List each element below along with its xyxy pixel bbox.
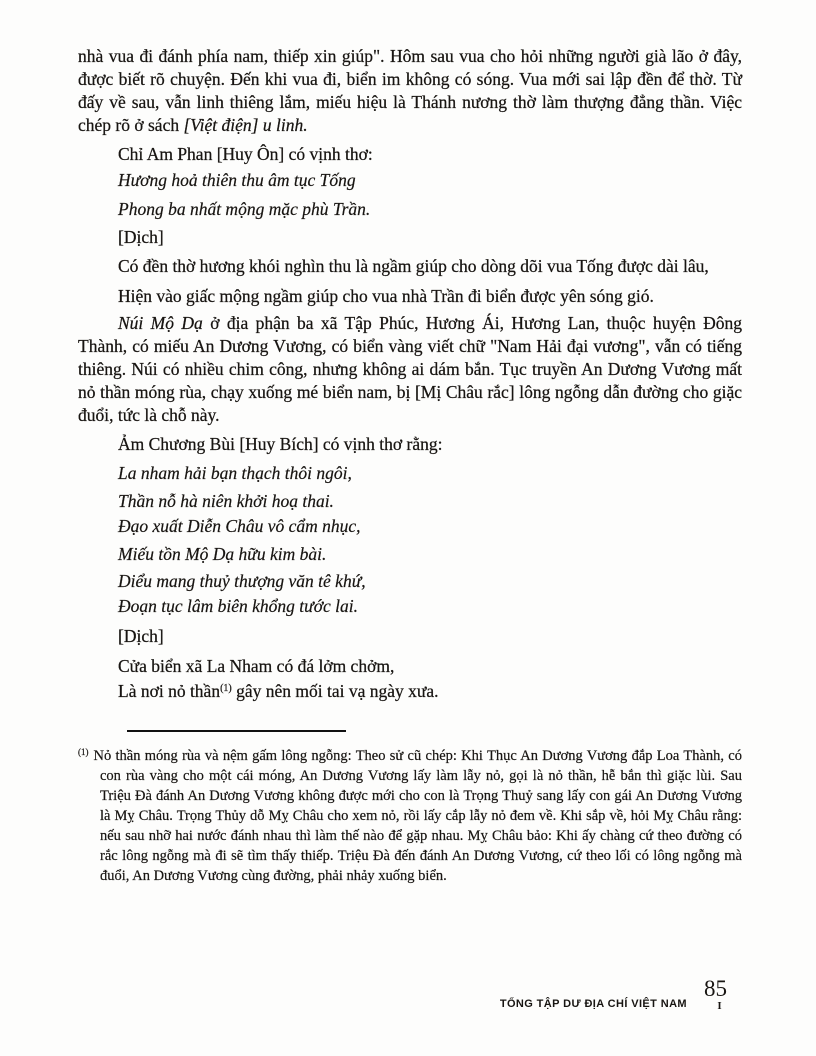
translation2-line1: Cửa biển xã La Nham có đá lởm chởm, <box>118 656 395 676</box>
place-name-italic: Núi Mộ Dạ <box>118 313 203 333</box>
footnote-marker: (1) <box>78 747 89 757</box>
page-tick-mark: I <box>717 1000 722 1012</box>
page-number-block <box>704 977 727 1011</box>
book-title-reference: [Việt điện] u linh. <box>183 115 308 135</box>
footnote-reference: (1) <box>220 683 232 694</box>
poem2-line3: Đạo xuất Diễn Châu vô cẩm nhục, <box>118 516 361 536</box>
translation2-line2-post: gây nên mối tai vạ ngày xưa. <box>231 681 439 701</box>
poem2-line4: Miếu tồn Mộ Dạ hữu kim bài. <box>118 544 327 564</box>
translation2-line2-pre: Là nơi nỏ thần <box>118 681 221 701</box>
dich-label-2: [Dịch] <box>118 626 164 646</box>
translation1-part2: Hiện vào giấc mộng ngầm giúp cho vua nhà Trần đi biển được yên sóng gió. <box>118 286 654 306</box>
footnote-divider <box>127 730 346 732</box>
running-title: TỔNG TẬP DƯ ĐỊA CHÍ VIỆT NAM <box>499 998 687 1010</box>
paragraph-intro-text: nhà vua đi đánh phía nam, thiếp xin giúp". Hôm sau vua cho hỏi những người già lão ở đây, được biết rõ chuyện. Đến khi vua đi, biển im không có sóng. Vua mới sai lập đền để thờ. Từ đấy về sau, vẫn linh thiêng lắm, miếu hiệu là Thánh nương thờ làm thượng đẳng thần. Việc chép rõ ở sách <box>78 46 742 135</box>
poem2-line6: Đoạn tục lâm biên khổng tước lai. <box>118 596 359 616</box>
paragraph-nui-mo-da-text: ở địa phận ba xã Tập Phúc, Hương Ái, Hương Lan, thuộc huyện Đông Thành, có miếu An Dương Vương, có biển vàng viết chữ "Nam Hải đại vương", vẫn có tiếng thiêng. Núi có nhiều chim công, nhưng không ai dám bắn. Tục truyền An Dương Vương mất nỏ thần móng rùa, chạy xuống mé biển nam, bị [Mị Châu rắc] lông ngỗng dẫn đường cho giặc đuổi, tức là chỗ này. <box>78 313 743 425</box>
page-number: 85 <box>704 976 727 1001</box>
poem1-line1: Hương hoả thiên thu âm tục Tống <box>118 170 356 190</box>
poem2-line5: Diểu mang thuỷ thượng văn tê khứ, <box>118 571 366 591</box>
translation1-part1: Có đền thờ hương khói nghìn thu là ngầm giúp cho dòng dõi vua Tống được dài lâu, <box>118 256 709 276</box>
page-footer <box>500 977 727 1011</box>
paragraph-nui-mo-da <box>78 312 742 427</box>
footnote-text: Nỏ thần móng rùa và nệm gấm lông ngỗng: Theo sử cũ chép: Khi Thục An Dương Vương đắp Loa Thành, có con rùa vàng cho một cái móng, An Dương Vương lấy làm lẫy nỏ, gọi là nỏ thần, hễ bắn thì giặc lùi. Sau Triệu Đà đánh An Dương Vương không được mới cho con là Trọng Thuỷ sang lấy con gái An Dương Vương là Mỵ Châu. Trọng Thủy dỗ Mỵ Châu cho xem nỏ, rồi lấy cắp lẫy nỏ đem về. Khi sắp về, hỏi Mỵ Châu rằng: nếu sau nhỡ hai nước đánh nhau thì làm thế nào để gặp nhau. Mỵ Châu bảo: Khi ấy chàng cứ theo đường có rắc lông ngỗng mà đi sẽ tìm thấy thiếp. Triệu Đà đến đánh An Dương Vương, cứ theo lối có lông ngỗng mà đuổi, An Dương Vương cùng đường, phải nhảy xuống biển. <box>93 748 742 884</box>
line-am-chuong-bui: Ảm Chương Bùi [Huy Bích] có vịnh thơ rằng: <box>118 434 443 454</box>
footnote <box>78 746 742 886</box>
line-chi-am-phan: Chỉ Am Phan [Huy Ôn] có vịnh thơ: <box>118 144 373 164</box>
dich-label-1: [Dịch] <box>118 227 164 247</box>
translation2-line2 <box>78 679 742 703</box>
poem1-line2: Phong ba nhất mộng mặc phù Trần. <box>118 199 371 219</box>
poem2-line1: La nham hải bạn thạch thôi ngôi, <box>118 463 352 483</box>
poem2-line2: Thần nỗ hà niên khởi hoạ thai. <box>118 491 334 511</box>
paragraph-intro <box>78 45 742 137</box>
